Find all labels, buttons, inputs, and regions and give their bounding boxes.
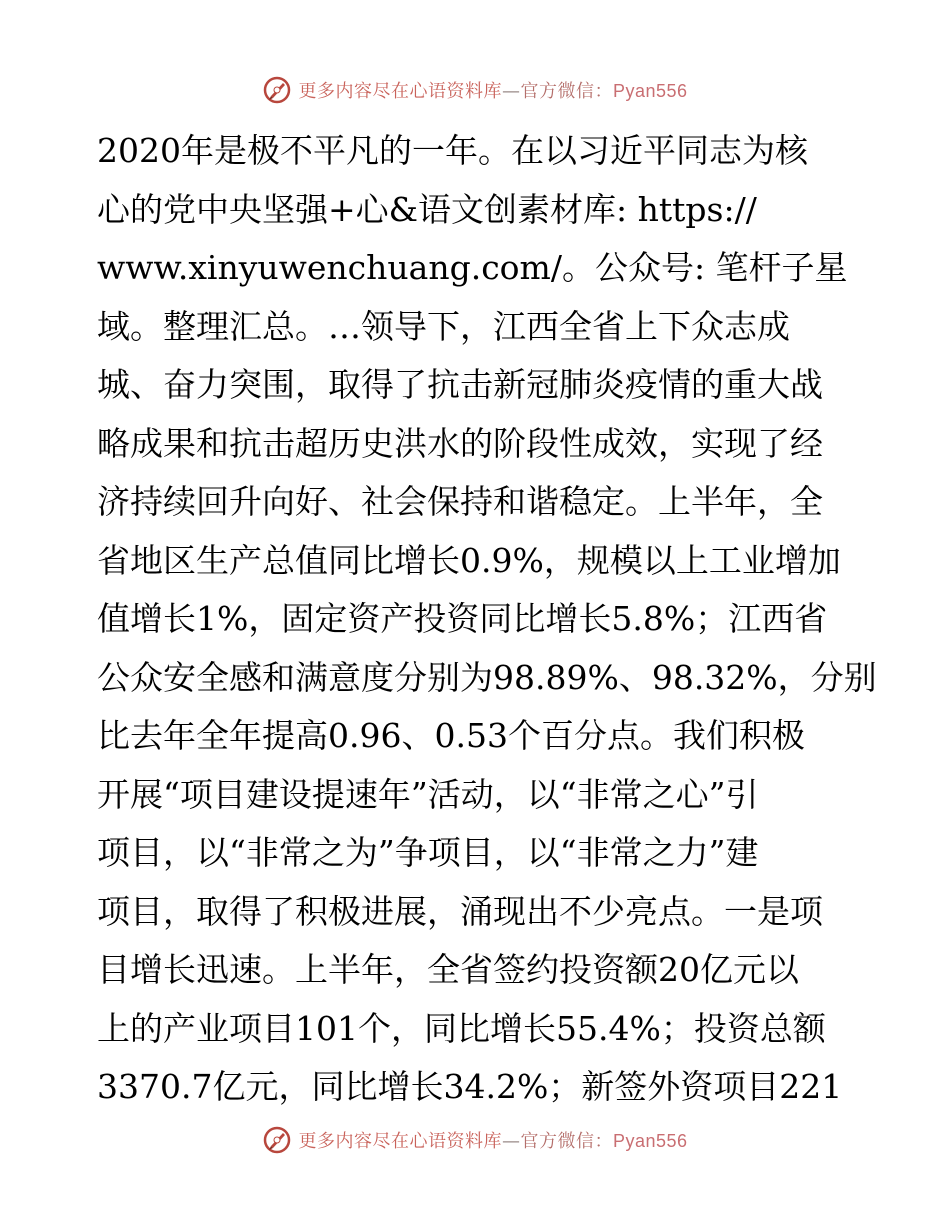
header-watermark-banner <box>0 70 950 110</box>
body-line: 公众安全感和满意度分别为98.89%、98.32%，分别 <box>97 657 877 697</box>
banner-title: 更多内容尽在心语资料库 <box>298 81 502 102</box>
banner-dash: — <box>501 1131 521 1152</box>
body-line: 略成果和抗击超历史洪水的阶段性成效，实现了经 <box>97 423 823 463</box>
body-line: 目增长迅速。上半年，全省签约投资额20亿元以 <box>97 950 799 989</box>
document-body <box>97 122 877 1117</box>
banner-official-label: 官方微信： <box>520 1131 613 1152</box>
quill-seal-icon <box>262 75 292 105</box>
body-line: 值增长1%，固定资产投资同比增长5.8%；江西省 <box>97 599 828 638</box>
body-line: 城、奋力突围，取得了抗击新冠肺炎疫情的重大战 <box>97 365 823 404</box>
banner-official-label: 官方微信： <box>520 81 613 102</box>
quill-seal-icon <box>262 1125 292 1155</box>
banner-text <box>298 1127 687 1153</box>
body-line: 2020年是极不平凡的一年。在以习近平同志为核 <box>97 131 808 170</box>
banner-title: 更多内容尽在心语资料库 <box>298 1131 502 1152</box>
body-line: 上的产业项目101个，同比增长55.4%；投资总额 <box>97 1008 826 1048</box>
body-line: www.xinyuwenchuang.com/。公众号: 笔杆子星 <box>97 248 848 287</box>
banner-wechat-id: Pyan556 <box>612 81 688 101</box>
banner-text <box>298 77 687 103</box>
banner-wechat-id: Pyan556 <box>612 1131 688 1151</box>
body-line: 3370.7亿元，同比增长34.2%；新签外资项目221 <box>97 1067 843 1106</box>
footer-watermark-banner <box>0 1120 950 1160</box>
body-line: 项目，以“非常之为”争项目，以“非常之力”建 <box>97 833 759 872</box>
body-line: 开展“项目建设提速年”活动，以“非常之心”引 <box>97 774 759 814</box>
body-line: 域。整理汇总。…领导下，江西全省上下众志成 <box>97 306 790 346</box>
body-line: 项目，取得了积极进展，涌现出不少亮点。一是项 <box>97 891 823 931</box>
body-line: 比去年全年提高0.96、0.53个百分点。我们积极 <box>97 716 805 755</box>
body-line: 济持续回升向好、社会保持和谐稳定。上半年，全 <box>97 482 823 521</box>
body-line: 省地区生产总值同比增长0.9%，规模以上工业增加 <box>97 540 841 580</box>
banner-dash: — <box>501 81 521 102</box>
body-line: 心的党中央坚强+心&语文创素材库: https:// <box>97 189 757 229</box>
